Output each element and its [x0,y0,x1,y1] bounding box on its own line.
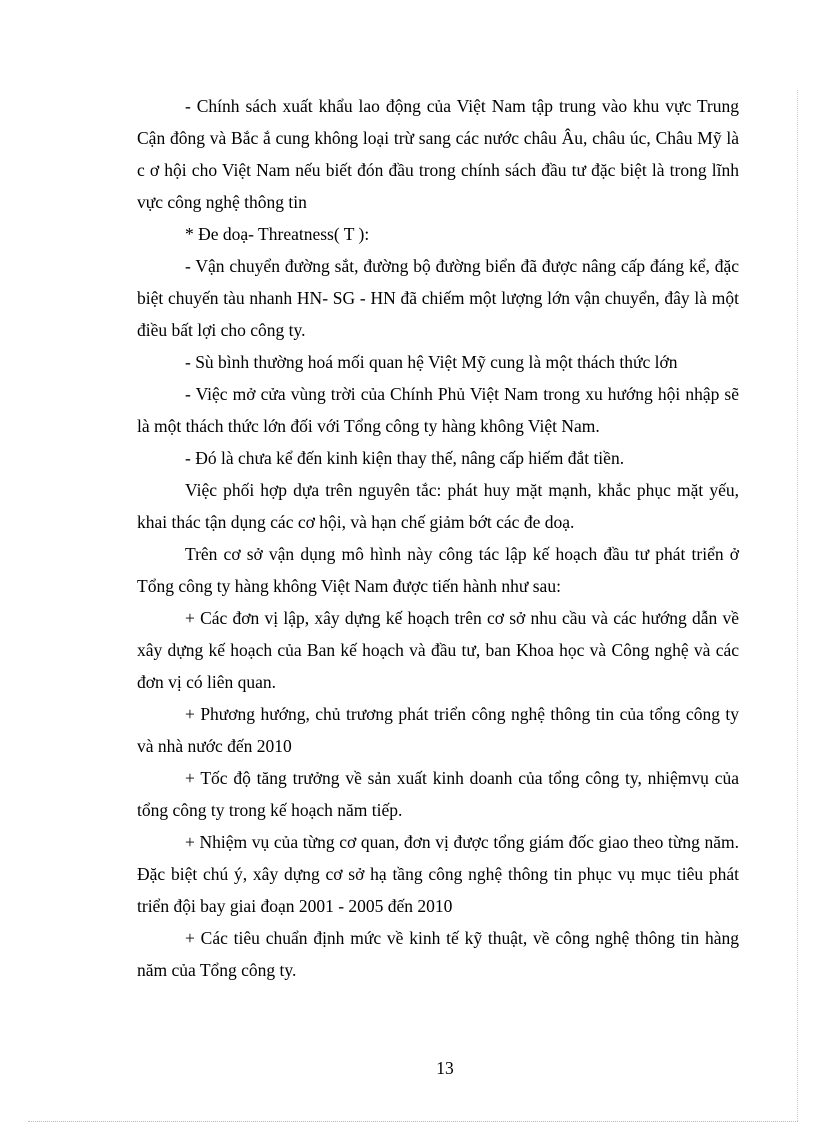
page-number: 13 [436,1058,454,1078]
paragraph-vietnam-us-relations: - Sù bình thường hoá mối quan hệ Việt Mỹ cung là một thách thức lớn [185,352,678,372]
paragraph-planning-process-intro: Trên cơ sở vận dụng mô hình này công tác lập kế hoạch đầu tư phát triển ở Tổng công ty hàng không Việt Nam được tiến hành như sau: [137,544,739,596]
paragraph-replacement-parts: - Đó là chưa kể đến kinh kiện thay thế, nâng cấp hiếm đắt tiền. [185,448,625,468]
paragraph-threats-heading: * Đe doạ- Threatness( T ): [185,224,370,244]
paragraph-growth-rate: + Tốc độ tăng trưởng về sản xuất kinh doanh của tổng công ty, nhiệmvụ của tổng công ty trong kế hoạch năm tiếp. [137,768,739,820]
paragraph-transport-competition: - Vận chuyển đường sắt, đường bộ đường biển đã được nâng cấp đáng kể, đặc biệt chuyến tàu nhanh HN- SG - HN đã chiếm một lượng lớn vận chuyển, đây là một điều bất lợi cho công ty. [137,256,739,340]
page-border-bottom [28,1121,798,1122]
paragraph-unit-planning: + Các đơn vị lập, xây dựng kế hoạch trên cơ sở nhu cầu và các hướng dẫn về xây dựng kế hoạch của Ban kế hoạch và đầu tư, ban Khoa học và Công nghệ và các đơn vị có liên quan. [137,608,739,692]
body-text [137,90,739,986]
paragraph-unit-tasks: + Nhiệm vụ của từng cơ quan, đơn vị được tổng giám đốc giao theo từng năm. Đặc biệt chú ý, xây dựng cơ sở hạ tầng công nghệ thông tin phục vụ mục tiêu phát triển đội bay giai đoạn 2001 - 2005 đến 2010 [137,832,739,916]
page-border-right [797,90,798,1121]
paragraph-technical-standards: + Các tiêu chuẩn định mức về kinh tế kỹ thuật, về công nghệ thông tin hàng năm của Tổng công ty. [137,928,739,980]
paragraph-swot-principle: Việc phối hợp dựa trên nguyên tắc: phát huy mặt mạnh, khắc phục mặt yếu, khai thác tận dụng các cơ hội, và hạn chế giảm bớt các đe doạ. [137,480,739,532]
paragraph-it-development-direction: + Phương hướng, chủ trương phát triển công nghệ thông tin của tổng công ty và nhà nước đến 2010 [137,704,739,756]
paragraph-export-labor-policy: - Chính sách xuất khẩu lao động của Việt Nam tập trung vào khu vực Trung Cận đông và Bắc ắ cung không loại trừ sang các nước châu Âu, châu úc, Châu Mỹ là c ơ hội cho Việt Nam nếu biết đón đầu trong chính sách đầu tư đặc biệt là trong lĩnh vực công nghệ thông tin [137,96,739,212]
paragraph-open-skies: - Việc mở cửa vùng trời của Chính Phủ Việt Nam trong xu hướng hội nhập sẽ là một thách thức lớn đối với Tổng công ty hàng không Việt Nam. [137,384,739,436]
